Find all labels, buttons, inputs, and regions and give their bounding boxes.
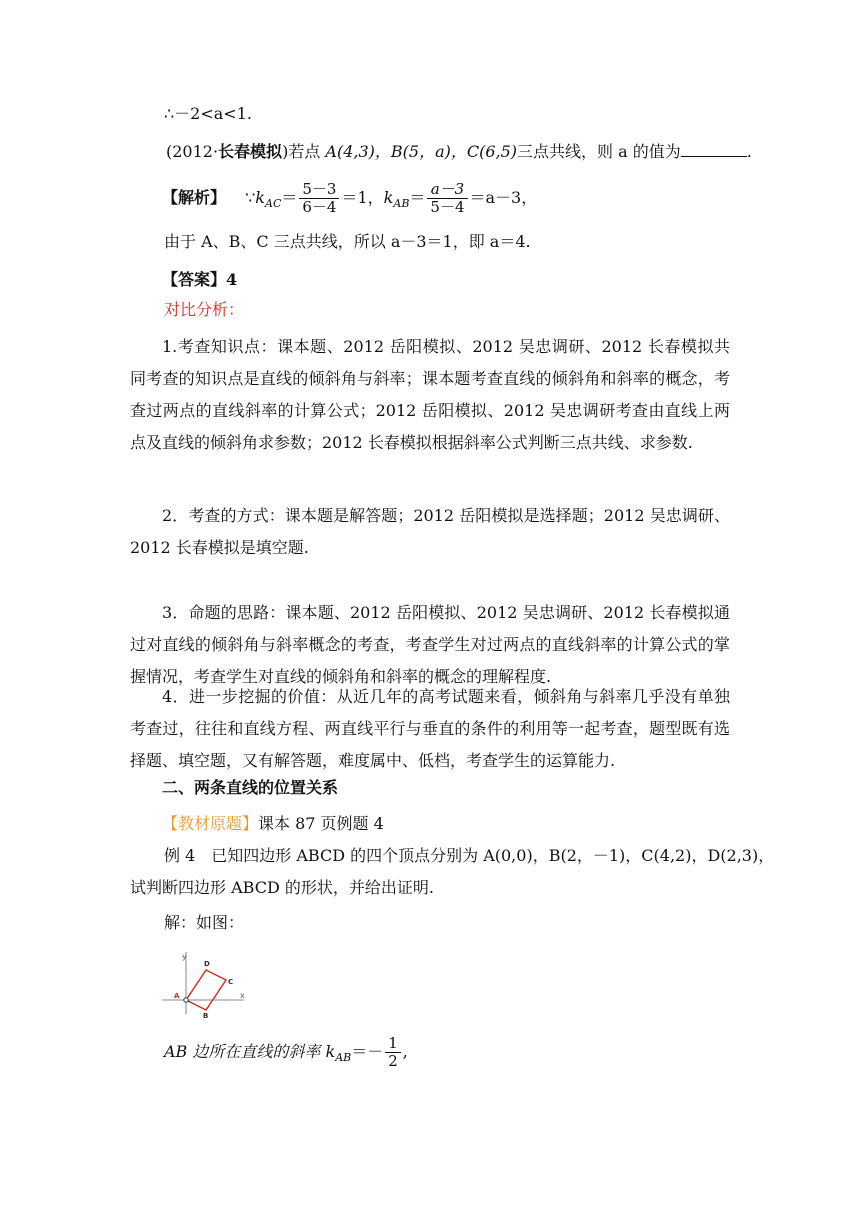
k-ab-label: k: [383, 188, 394, 207]
label-c: C: [228, 978, 234, 986]
equals-2: ＝: [409, 188, 426, 207]
kac-result: ＝1，: [341, 188, 384, 207]
section-title: [162, 778, 338, 798]
example-line-1: [164, 846, 774, 866]
fraction-one-half-denominator: 2: [388, 1052, 398, 1070]
y-axis-label: y: [182, 952, 187, 961]
question-text-post: 三点共线，则 a 的值为: [517, 142, 681, 161]
slope-ab-end: ,: [402, 1042, 408, 1061]
slope-ab-subscript: AB: [335, 1051, 352, 1065]
source-text: 课本 87 页例题 4: [258, 814, 384, 833]
question-text-pre: 若点: [288, 142, 326, 161]
fraction-kac-numerator: 5－3: [299, 181, 339, 199]
label-b: B: [203, 1012, 209, 1020]
axis-ticks: [184, 970, 226, 1002]
quadrilateral-figure: [158, 948, 248, 1020]
slope-ab-text: AB 边所在直线的斜率 k: [164, 1042, 336, 1061]
x-axis-label: x: [240, 991, 245, 1000]
question-source: (2012·长春模拟): [166, 142, 289, 161]
question-line: [166, 142, 752, 162]
slope-ab-line: [164, 1032, 408, 1078]
conclusion-line: [164, 232, 531, 252]
answer-text: 【答案】4: [162, 270, 238, 289]
inequality-text: ∴－2<a<1.: [164, 104, 252, 123]
example-text-2: 试判断四边形 ABCD 的形状，并给出证明.: [130, 878, 434, 897]
kab-result: ＝a－3，: [469, 188, 538, 207]
equals-1: ＝: [281, 188, 298, 207]
slope-ab-equals: ＝－: [351, 1042, 384, 1061]
fraction-one-half-numerator: 1: [385, 1035, 401, 1053]
fraction-kab-numerator: a－3: [427, 181, 467, 199]
source-line: [162, 814, 384, 834]
inequality-line: [164, 104, 252, 124]
fraction-kac: [299, 181, 339, 216]
jiexi-label: 【解析】: [162, 188, 227, 207]
answer-line: [162, 270, 237, 290]
conclusion-text: 由于 A、B、C 三点共线，所以 a－3＝1，即 a＝4.: [164, 232, 531, 251]
solution-intro-text: 解：如图：: [164, 913, 245, 932]
solution-intro: [164, 913, 244, 933]
compare-title-text: 对比分析：: [164, 300, 245, 319]
section-title-text: 二、两条直线的位置关系: [162, 778, 339, 797]
paragraph-idea: 3．命题的思路：课本题、2012 岳阳模拟、2012 吴忠调研、2012 长春模拟通过对直线的倾斜角与斜率概念的考查，考查学生对过两点的直线斜率的计算公式的掌握情况，考查学生对直线的倾斜角和斜率的概念的理解程度.: [130, 603, 730, 686]
paragraph-value: 4．进一步挖掘的价值：从近几年的高考试题来看，倾斜角与斜率几乎没有单独考查过，往往和直线方程、两直线平行与垂直的条件的利用等一起考查，题型既有选择题、填空题，又有解答题，难度属中、低档，考查学生的运算能力.: [130, 687, 730, 770]
compare-title: [164, 300, 244, 320]
fraction-kab-denominator: 5－4: [430, 198, 465, 216]
k-ab-subscript: AB: [393, 197, 410, 211]
paragraph-method: 2．考查的方式：课本题是解答题；2012 岳阳模拟是选择题；2012 吴忠调研、2012 长春模拟是填空题.: [130, 506, 730, 557]
question-points: A(4,3)，B(5，a)，C(6,5): [325, 142, 518, 161]
answer-blank: [681, 142, 747, 157]
source-label: 【教材原题】: [162, 814, 259, 833]
question-end: .: [746, 142, 752, 161]
fraction-kac-denominator: 6－4: [302, 198, 337, 216]
fraction-kab: [427, 181, 467, 216]
k-ac-subscript: AC: [265, 197, 282, 211]
because-symbol: ∵: [245, 188, 256, 207]
example-line-2: [130, 878, 434, 898]
k-ac-label: k: [255, 188, 265, 207]
quadrilateral-abcd: [186, 970, 226, 1010]
label-a: A: [174, 992, 180, 1000]
origin-point: [184, 998, 188, 1002]
example-text-1: 例 4 已知四边形 ABCD 的四个顶点分别为 A(0,0)，B(2，－1)，C(4,2)，D(2,3)，: [164, 846, 775, 865]
solution-line: [162, 178, 537, 224]
fraction-one-half: [385, 1035, 401, 1070]
paragraph-knowledge: 1.考查知识点：课本题、2012 岳阳模拟、2012 吴忠调研、2012 长春模拟共同考查的知识点是直线的倾斜角与斜率；课本题考查直线的倾斜角和斜率的概念，考查过两点的直线斜率的计算公式；2012 岳阳模拟、2012 吴忠调研考查由直线上两点及直线的倾斜角求参数；2012 长春模拟根据斜率公式判断三点共线、求参数.: [130, 337, 730, 452]
label-d: D: [204, 960, 210, 968]
